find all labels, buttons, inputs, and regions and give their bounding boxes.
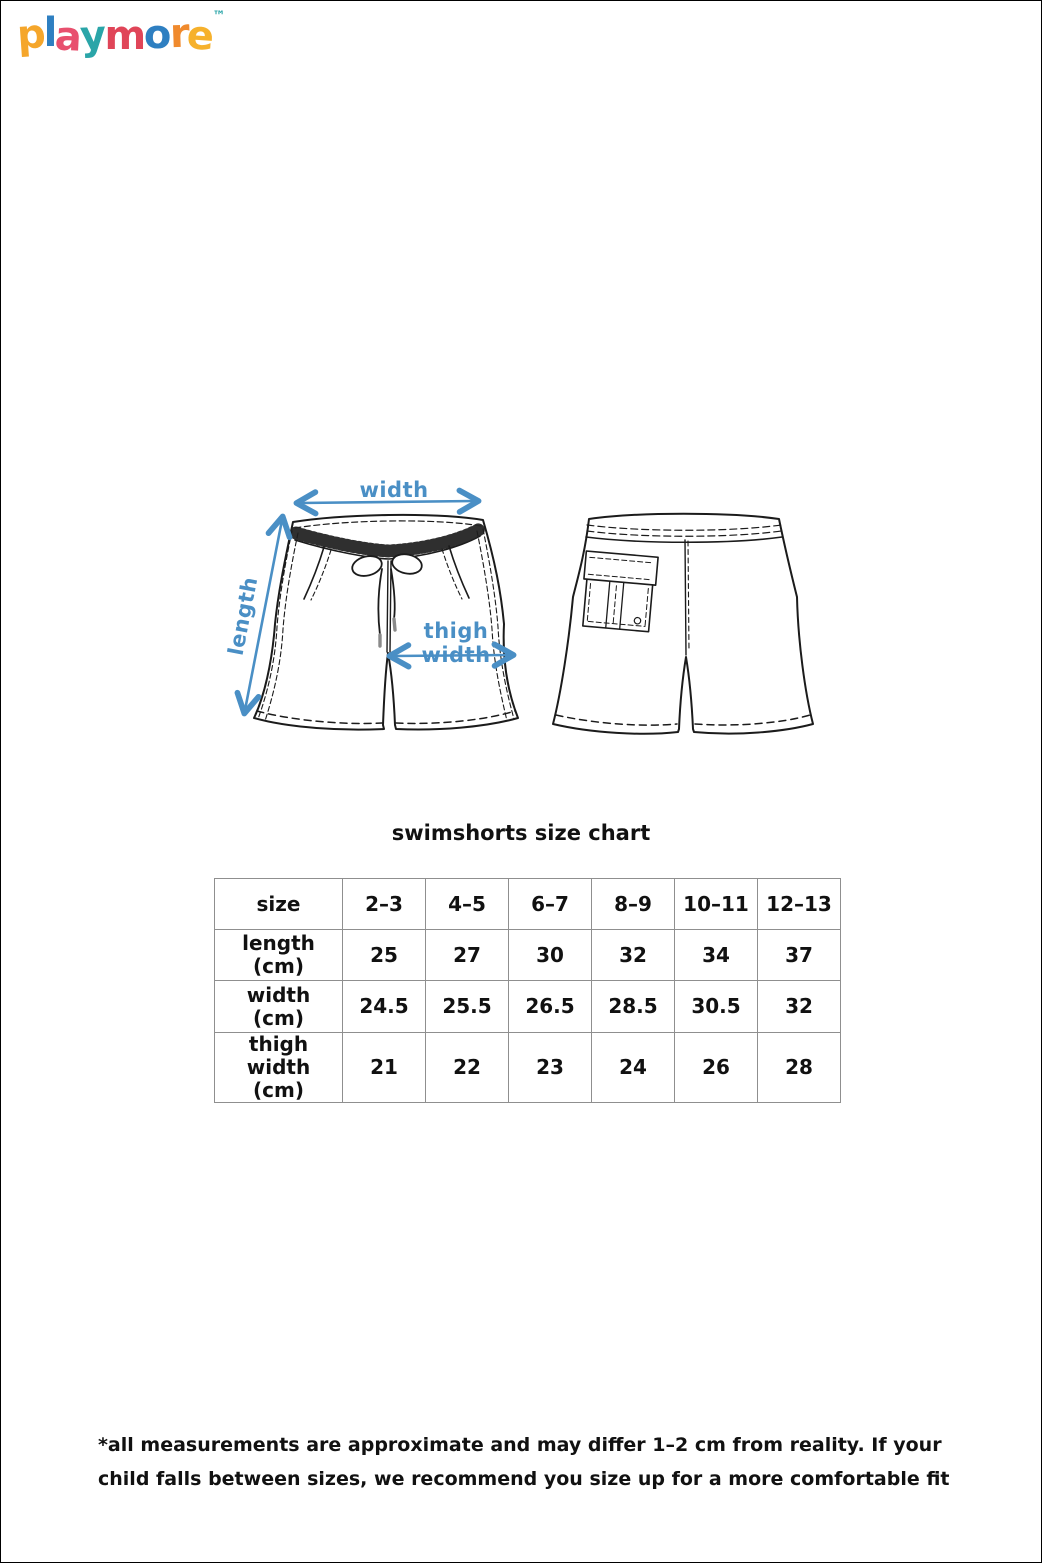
logo-letter: y [79,12,106,60]
size-chart-cell: 30.5 [675,981,758,1033]
row-label: thigh width (cm) [215,1033,343,1103]
size-chart-cell: 32 [758,981,841,1033]
size-chart-cell: 32 [592,930,675,981]
width-label: width [359,478,429,502]
size-chart-cell: 28 [758,1033,841,1103]
size-chart-cell: 24 [592,1033,675,1103]
column-header: 8–9 [592,879,675,930]
length-label: length [223,574,263,658]
size-chart-cell: 21 [343,1033,426,1103]
logo-letter: a [54,13,82,61]
table-header-row [215,879,841,930]
size-chart-title: swimshorts size chart [391,821,651,845]
size-chart-cell: 30 [509,930,592,981]
back-shorts-drawing [541,491,841,751]
column-header: 6–7 [509,879,592,930]
size-chart-cell: 25.5 [426,981,509,1033]
column-header: 4–5 [426,879,509,930]
thigh-width-label: thigh width [421,619,491,667]
row-label: width (cm) [215,981,343,1033]
logo-letter: e [185,12,214,60]
measurements-disclaimer: *all measurements are approximate and may differ 1–2 cm from reality. If your child falls between sizes, we recommend you size up for a more comfortable fit [98,1434,950,1490]
table-row-length [215,930,841,981]
table-row-thigh-width [215,1033,841,1103]
size-chart-cell: 26 [675,1033,758,1103]
size-chart-cell: 28.5 [592,981,675,1033]
size-chart-cell: 34 [675,930,758,981]
trademark-symbol: ™ [212,9,226,24]
playmore-logo [17,11,225,59]
size-chart-cell: 24.5 [343,981,426,1033]
logo-letter: o [143,11,171,59]
column-header: 12–13 [758,879,841,930]
column-header: 2–3 [343,879,426,930]
size-chart-cell: 22 [426,1033,509,1103]
back-cargo-pocket [580,551,658,632]
size-chart-cell: 27 [426,930,509,981]
size-chart-cell: 26.5 [509,981,592,1033]
logo-letter: l [43,10,56,56]
size-chart-cell: 25 [343,930,426,981]
logo-letter: m [104,13,145,59]
logo-letter: p [15,11,46,59]
column-header-size: size [215,879,343,930]
row-label: length (cm) [215,930,343,981]
size-chart-cell: 23 [509,1033,592,1103]
table-row-width [215,981,841,1033]
column-header: 10–11 [675,879,758,930]
size-chart-table [214,878,841,1103]
logo-letter: r [168,10,189,58]
size-chart-cell: 37 [758,930,841,981]
